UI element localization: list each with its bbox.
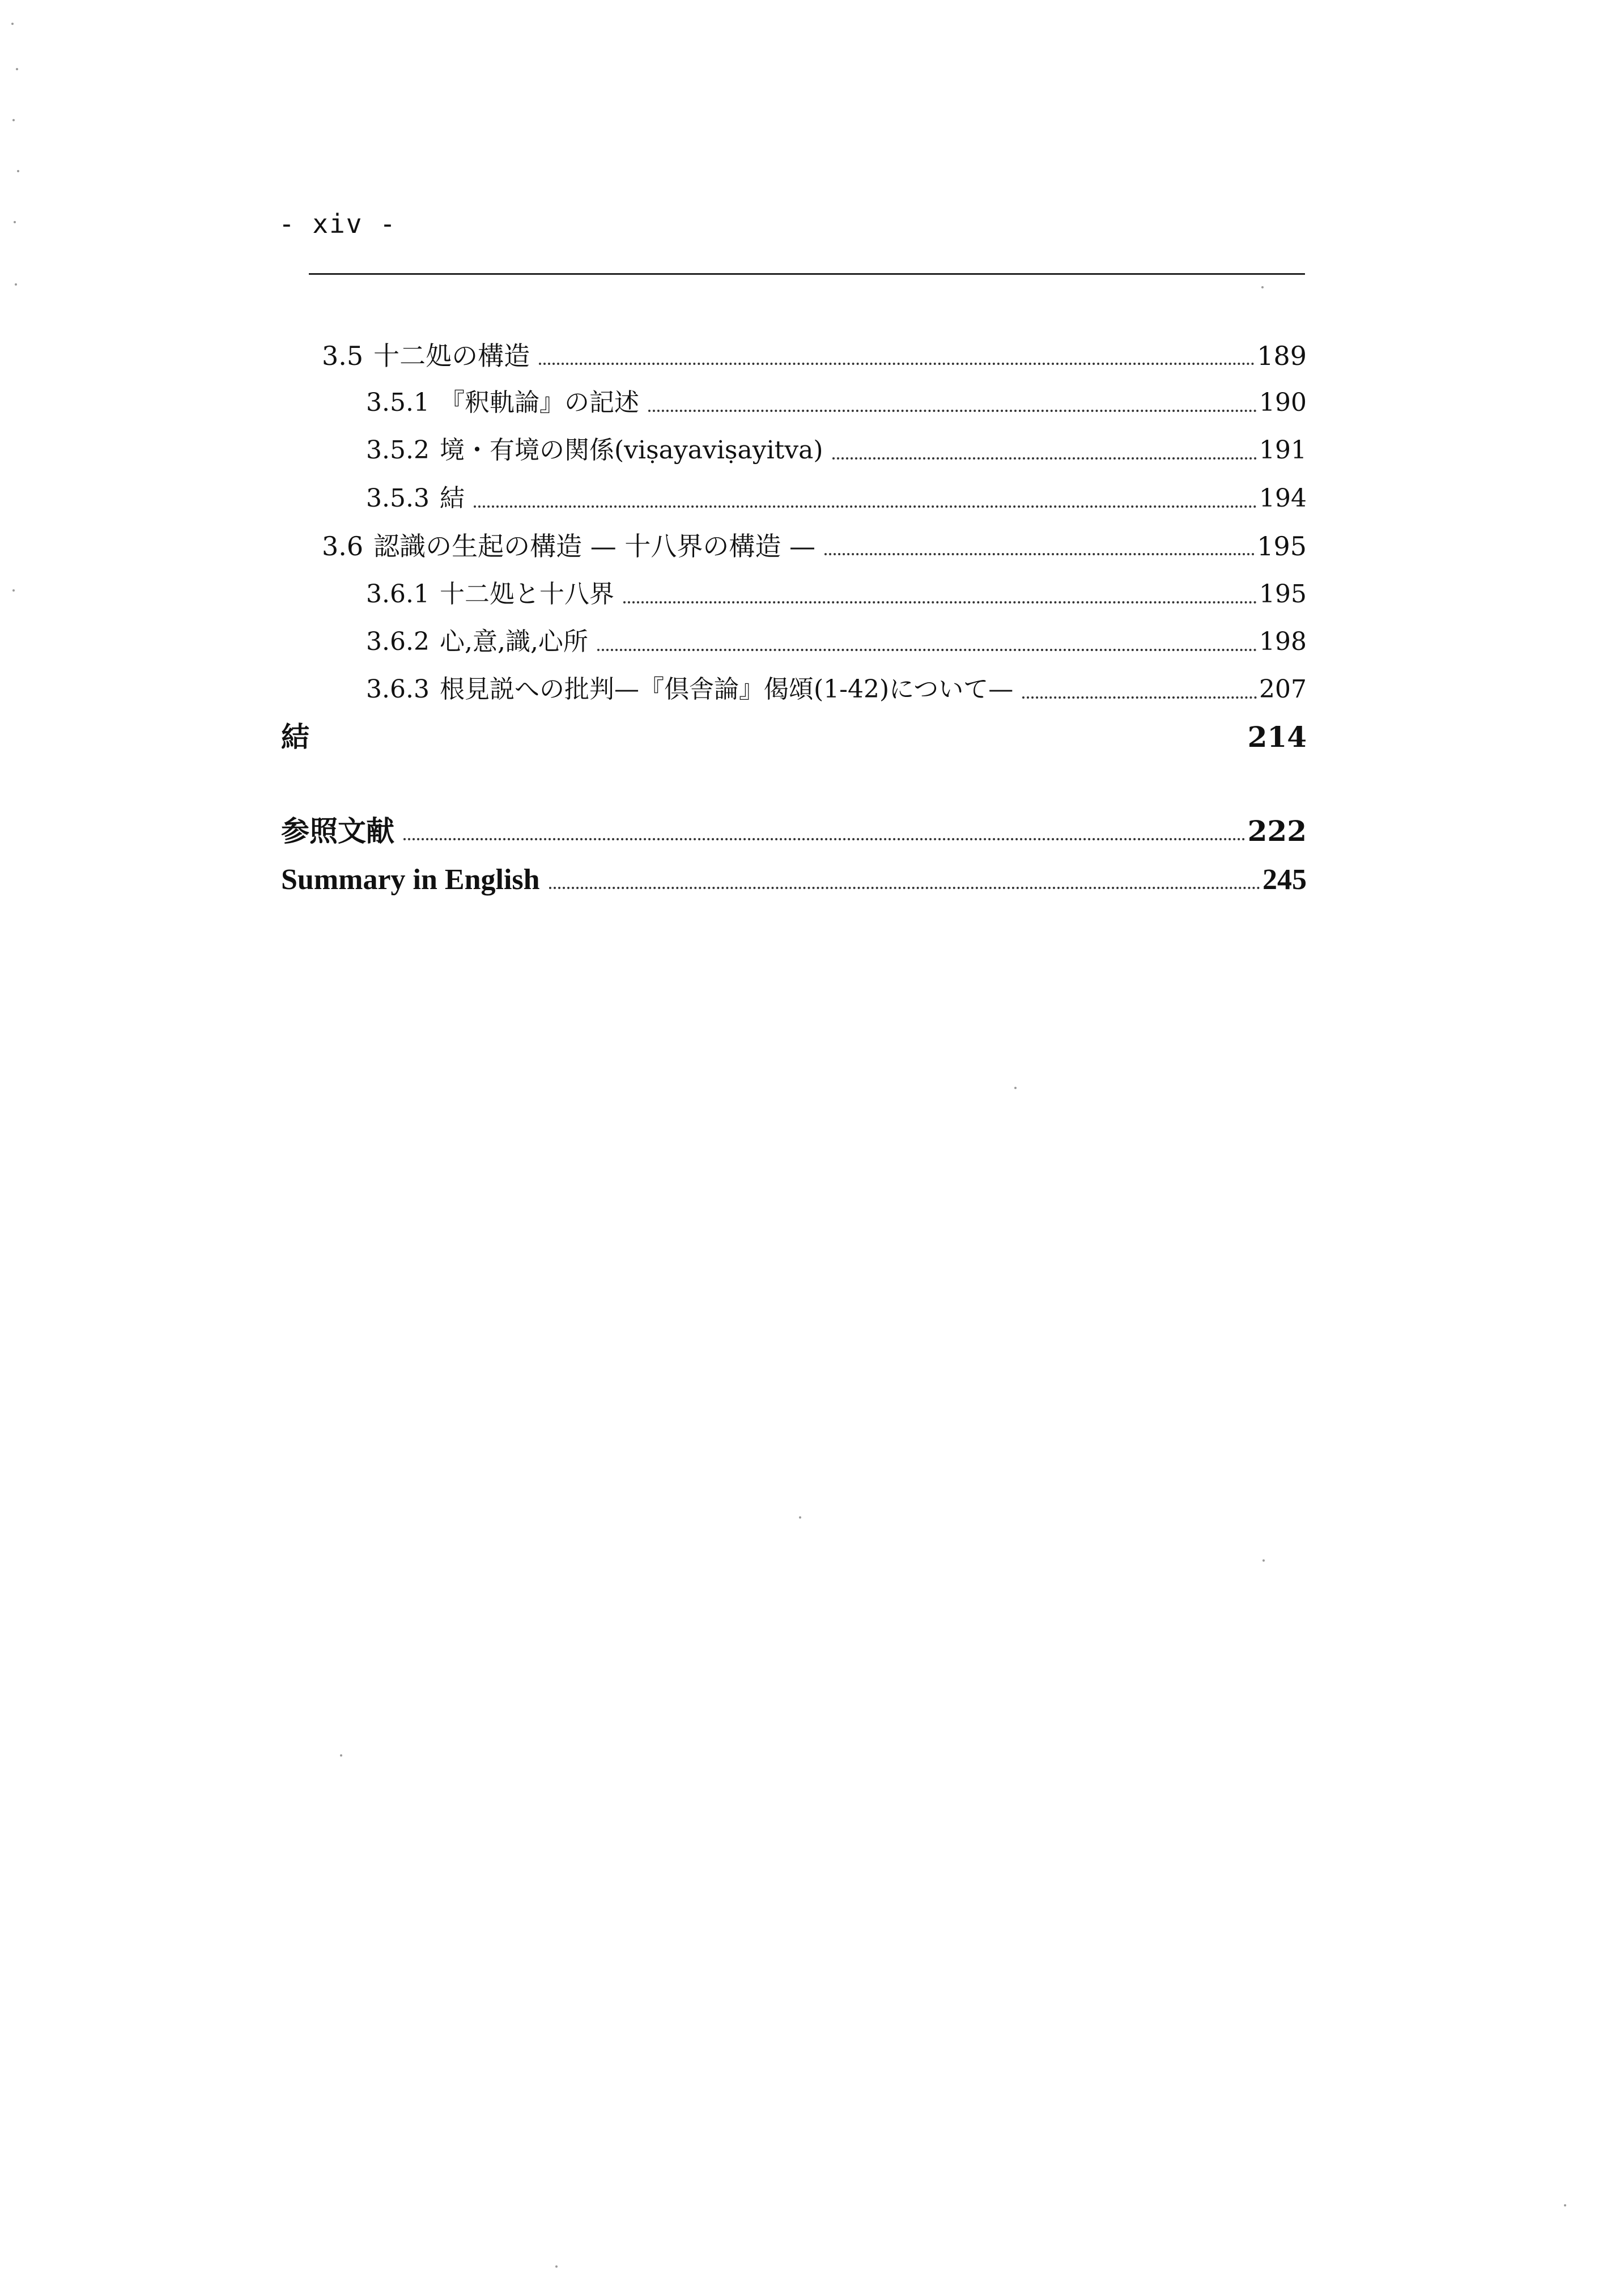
- toc-entry: [366, 431, 1307, 470]
- toc-entry-number: 3.5: [322, 341, 364, 371]
- toc-entry-page: 198: [1259, 627, 1307, 656]
- toc-entry-page: 195: [1257, 531, 1307, 562]
- scan-speck: [340, 1754, 342, 1757]
- scan-speck: [1261, 286, 1264, 288]
- dot-leader: [1022, 696, 1257, 699]
- dot-leader: [539, 363, 1255, 365]
- toc-entry-page: 194: [1259, 484, 1307, 513]
- scan-speck: [1262, 1559, 1265, 1562]
- dot-leader: [824, 553, 1255, 555]
- toc-entry-number: 3.6.2: [366, 627, 430, 656]
- toc-entry-page: 214: [1247, 720, 1307, 754]
- scan-speck: [1014, 1087, 1017, 1089]
- toc-entry-number: 3.6.3: [366, 675, 430, 704]
- scan-speck: [14, 221, 16, 223]
- toc-entry-page: 245: [1262, 864, 1307, 896]
- dot-leader: [403, 838, 1245, 840]
- toc-entry-number: 3.5.3: [366, 484, 430, 513]
- scan-speck: [555, 2265, 558, 2268]
- page-number-header: - xiv -: [279, 209, 397, 239]
- toc-entry-page: 190: [1259, 388, 1307, 417]
- toc-entry-page: 207: [1259, 675, 1307, 704]
- toc-entry-page: 191: [1259, 436, 1307, 465]
- toc-entry-title: 十二処と十八界: [439, 580, 614, 609]
- toc-entry-number: 3.6: [322, 531, 364, 562]
- scan-speck: [17, 170, 19, 172]
- toc-entry: [281, 811, 1307, 851]
- toc-entry: [281, 860, 1307, 900]
- dot-leader: [648, 410, 1257, 412]
- dot-leader: [623, 601, 1257, 603]
- toc-entry-page: 189: [1257, 341, 1307, 371]
- toc-entry-title: Summary in English: [281, 864, 540, 896]
- toc-entry-number: 3.5.1: [366, 388, 430, 417]
- toc-entry-title: 十二処の構造: [373, 341, 530, 371]
- toc-entry: [366, 383, 1307, 423]
- scan-speck: [799, 1516, 801, 1519]
- toc-entry: [281, 717, 1307, 757]
- dot-leader: [597, 649, 1257, 651]
- scan-speck: [16, 68, 18, 70]
- toc-entry-title: 結: [281, 720, 309, 754]
- scan-speck: [15, 283, 17, 286]
- dot-leader: [832, 457, 1257, 460]
- toc-entry: [366, 575, 1307, 614]
- toc-entry-title: 心,意,識,心所: [439, 627, 588, 656]
- scan-speck: [12, 589, 15, 592]
- scan-speck: [12, 119, 15, 121]
- toc-entry-number: 3.5.2: [366, 436, 430, 465]
- toc-entry-title: 根見説への批判—『倶舎論』偈頌(1-42)について—: [439, 675, 1014, 704]
- dot-leader: [474, 505, 1257, 508]
- toc-entry-number: 3.6.1: [366, 580, 430, 609]
- toc-entry-page: 195: [1259, 580, 1307, 609]
- header-rule: [309, 273, 1305, 275]
- toc-entry-title: 『釈軌論』の記述: [439, 388, 639, 417]
- scan-speck: [1564, 2204, 1566, 2206]
- toc-entry: [366, 479, 1307, 518]
- toc-entry: [322, 336, 1307, 376]
- toc-entry: [366, 670, 1307, 709]
- toc-entry: [322, 526, 1307, 566]
- dot-leader: [549, 887, 1260, 889]
- toc-entry-page: 222: [1247, 814, 1307, 848]
- toc-entry-title: 参照文献: [281, 814, 394, 848]
- toc-entry-title: 境・有境の関係(viṣayaviṣayitva): [439, 436, 823, 465]
- toc-entry-title: 認識の生起の構造 — 十八界の構造 —: [373, 531, 816, 562]
- toc-entry: [366, 622, 1307, 662]
- scan-speck: [11, 23, 14, 25]
- toc-entry-title: 結: [439, 484, 465, 513]
